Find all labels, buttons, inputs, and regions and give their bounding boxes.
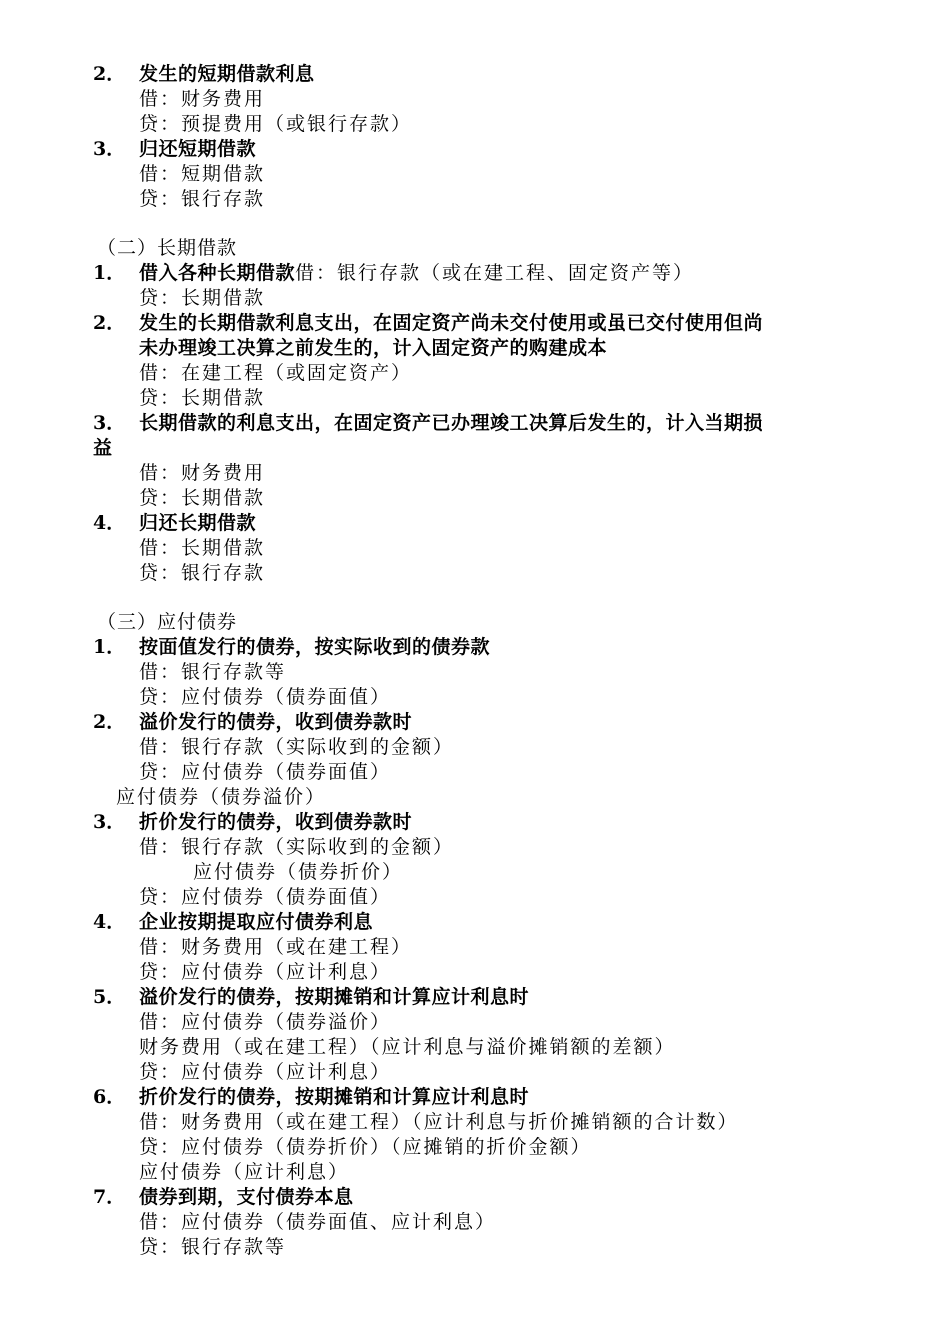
item-heading: 5． 溢价发行的债券，按期摊销和计算应计利息时	[93, 986, 530, 1008]
journal-entry-line: 借：银行存款等	[139, 661, 287, 683]
journal-entry-line: 借：财务费用	[139, 88, 266, 110]
journal-entry-line: 贷：银行存款	[139, 188, 266, 210]
item-heading: 4． 归还长期借款	[93, 512, 257, 534]
section-heading: （二）长期借款	[97, 237, 238, 259]
journal-entry-line: 借：在建工程（或固定资产）	[139, 362, 413, 384]
item-heading: 2． 溢价发行的债券，收到债券款时	[93, 711, 413, 733]
item-heading: 1． 借入各种长期借款借：银行存款（或在建工程、固定资产等）	[93, 262, 695, 284]
journal-entry-line: 应付债券（债券溢价）	[116, 786, 327, 808]
item-heading: 7． 债券到期，支付债券本息	[93, 1186, 354, 1208]
journal-entry-line: 借：银行存款（实际收到的金额）	[139, 836, 455, 858]
journal-entry-line: 借：财务费用（或在建工程）	[139, 936, 413, 958]
section-heading: （三）应付债券	[97, 611, 238, 633]
journal-entry-line: 应付债券（债券折价）	[193, 861, 404, 883]
journal-entry-line: 借：财务费用	[139, 462, 266, 484]
item-heading: 2． 发生的长期借款利息支出，在固定资产尚未交付使用或虽已交付使用但尚	[93, 312, 764, 334]
journal-entry-line: 贷：应付债券（债券面值）	[139, 761, 392, 783]
journal-entry-line: 贷：应付债券（债券面值）	[139, 686, 392, 708]
journal-entry-line: 贷：长期借款	[139, 387, 266, 409]
journal-entry-line: 贷：应付债券（应计利息）	[139, 961, 392, 983]
journal-entry-line: 贷：长期借款	[139, 287, 266, 309]
journal-entry-line: 贷：银行存款	[139, 562, 266, 584]
journal-entry-line: 借：财务费用（或在建工程）（应计利息与折价摊销额的合计数）	[139, 1111, 739, 1133]
journal-entry-line: 应付债券（应计利息）	[139, 1161, 350, 1183]
item-heading: 6． 折价发行的债券，按期摊销和计算应计利息时	[93, 1086, 530, 1108]
journal-entry-line: 借：短期借款	[139, 163, 266, 185]
journal-entry-line: 借：银行存款（实际收到的金额）	[139, 736, 455, 758]
journal-entry-line: 贷：银行存款等	[139, 1236, 287, 1258]
journal-entry-line: 借：应付债券（债券溢价）	[139, 1011, 392, 1033]
journal-entry-line: 财务费用（或在建工程）（应计利息与溢价摊销额的差额）	[139, 1036, 676, 1058]
item-heading-continued: 益	[93, 437, 113, 459]
item-heading: 4． 企业按期提取应付债券利息	[93, 911, 374, 933]
item-heading: 3． 归还短期借款	[93, 138, 257, 160]
item-heading: 3． 长期借款的利息支出，在固定资产已办理竣工决算后发生的，计入当期损	[93, 412, 764, 434]
item-heading: 2． 发生的短期借款利息	[93, 63, 315, 85]
journal-entry-line: 贷：应付债券（债券面值）	[139, 886, 392, 908]
journal-entry-line: 借：应付债券（债券面值、应计利息）	[139, 1211, 497, 1233]
journal-entry-line: 借：长期借款	[139, 537, 266, 559]
item-heading: 1． 按面值发行的债券，按实际收到的债券款	[93, 636, 491, 658]
journal-entry-line: 贷：长期借款	[139, 487, 266, 509]
journal-entry-line: 贷：应付债券（债券折价）（应摊销的折价金额）	[139, 1136, 592, 1158]
journal-entry-line: 贷：应付债券（应计利息）	[139, 1061, 392, 1083]
item-heading: 3． 折价发行的债券，收到债券款时	[93, 811, 413, 833]
item-heading-continued: 未办理竣工决算之前发生的，计入固定资产的购建成本	[139, 337, 608, 359]
journal-entry-line: 贷：预提费用（或银行存款）	[139, 113, 413, 135]
